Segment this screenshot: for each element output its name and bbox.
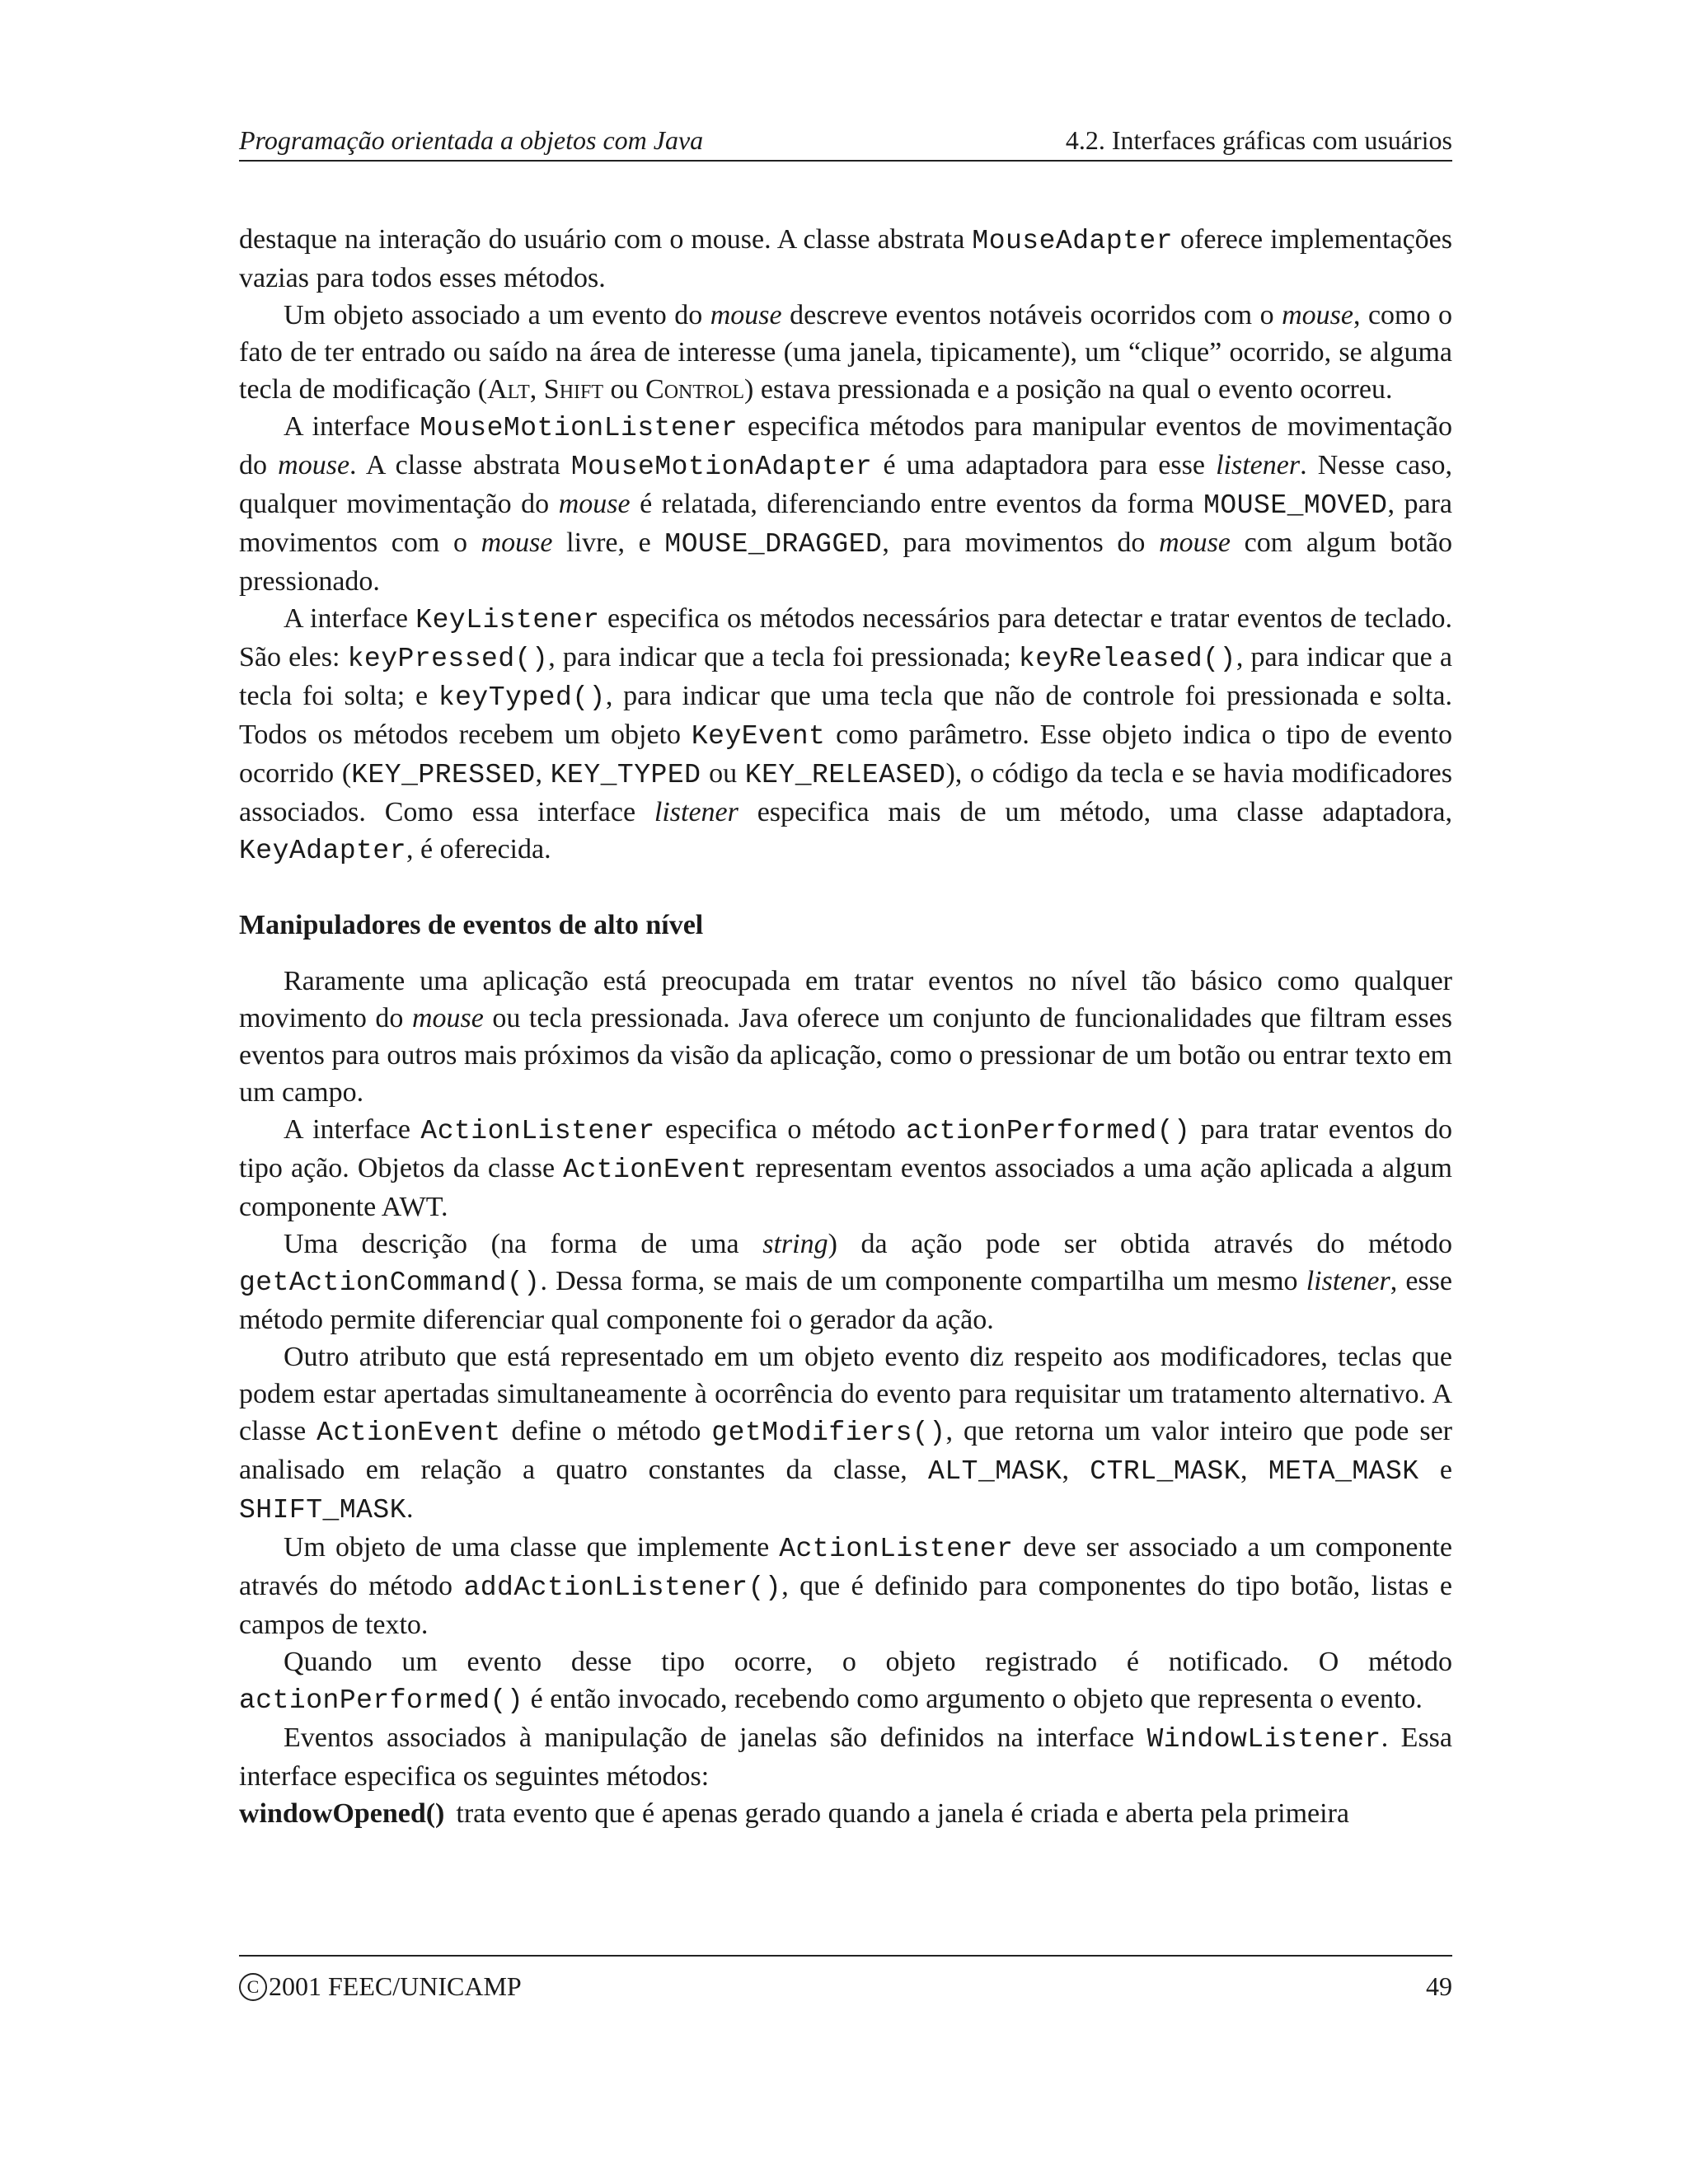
copyright-icon: C <box>239 1973 267 2001</box>
paragraph-9 <box>239 1529 1452 1643</box>
definition-item <box>239 1795 1452 1832</box>
text: deve ser associado a um componente através do método <box>239 1532 1452 1601</box>
text: . A classe abstrata <box>349 450 571 480</box>
text: , para indicar que uma tecla que não de controle foi pressionada e solta. Todos os métodos recebem um objeto <box>239 681 1452 750</box>
code-term: KeyEvent <box>691 721 826 752</box>
footer-copyright-text: 2001 FEEC/UNICAMP <box>269 1971 522 2001</box>
section-heading: Manipuladores de eventos de alto nível <box>239 910 704 940</box>
italic-term: listener <box>654 797 738 827</box>
code-term: actionPerformed() <box>239 1685 524 1716</box>
text: , que é definido para componentes do tipo botão, listas e campos de texto. <box>239 1571 1452 1640</box>
text: . Nesse caso, qualquer movimentação do <box>239 450 1452 519</box>
code-term: KEY_PRESSED <box>351 760 536 790</box>
text: , <box>535 758 551 789</box>
paragraph-1 <box>239 221 1452 297</box>
text: para tratar eventos do tipo ação. Objetos da classe <box>239 1114 1452 1183</box>
text: ), o código da tecla e se havia modificadores associados. Como essa interface <box>239 758 1453 827</box>
running-header <box>239 120 1452 162</box>
page-body <box>239 221 1452 1832</box>
text: ou <box>603 374 646 405</box>
paragraph-4 <box>239 600 1452 869</box>
text: , para indicar que a tecla foi solta; e <box>239 642 1453 711</box>
code-term: getModifiers() <box>711 1418 946 1448</box>
code-term: keyReleased() <box>1018 644 1236 674</box>
code-term: KEY_TYPED <box>550 760 701 790</box>
paragraph-6 <box>239 1111 1452 1226</box>
code-term: getActionCommand() <box>239 1268 541 1298</box>
paragraph-2 <box>239 297 1452 408</box>
text: especifica métodos para manipular eventos de movimentação do <box>239 411 1453 480</box>
text: , para movimentos com o <box>239 489 1452 558</box>
code-term: KeyListener <box>415 605 600 635</box>
text: e <box>1418 1455 1453 1485</box>
text: ou tecla pressionada. Java oferece um conjunto de funcionalidades que filtram esses eventos para outros mais próximos da visão da aplicação, como o pressionar de um botão ou entrar texto em um campo. <box>239 1003 1452 1108</box>
italic-term: mouse <box>710 300 782 330</box>
italic-term: mouse <box>481 527 553 558</box>
code-term: KEY_RELEASED <box>744 760 946 790</box>
text: Um objeto de uma classe que implemente <box>284 1532 780 1563</box>
text: representam eventos associados a uma ação aplicada a algum componente AWT. <box>239 1153 1452 1222</box>
paragraph-7 <box>239 1226 1452 1338</box>
text: , para indicar que a tecla foi pressionada; <box>548 642 1019 673</box>
definition-term: windowOpened() <box>239 1798 445 1829</box>
text: é relatada, diferenciando entre eventos da forma <box>630 489 1204 519</box>
code-term: MouseMotionListener <box>420 413 738 443</box>
code-term: KeyAdapter <box>239 836 407 866</box>
italic-term: mouse <box>1282 300 1353 330</box>
text: , como o fato de ter entrado ou saído na área de interesse (uma janela, tipicamente), um “clique” ocorrido, se alguma tecla de modificação ( <box>239 300 1452 405</box>
text: livre, e <box>552 527 665 558</box>
italic-term: mouse <box>558 489 631 519</box>
key-name: Shift <box>543 374 604 405</box>
code-term: WindowListener <box>1146 1724 1381 1755</box>
code-term: ActionEvent <box>316 1418 501 1448</box>
page-number: 49 <box>1426 1971 1452 2001</box>
italic-term: mouse <box>1159 527 1231 558</box>
definition-text: trata evento que é apenas gerado quando a janela é criada e aberta pela primeira <box>456 1798 1349 1829</box>
text: ou <box>701 758 745 789</box>
paragraph-10 <box>239 1643 1452 1719</box>
text: destaque na interação do usuário com o mouse. A classe abstrata <box>239 224 973 255</box>
text: Um objeto associado a um evento do <box>284 300 710 330</box>
italic-term: mouse <box>278 450 350 480</box>
text: como parâmetro. Esse objeto indica o tipo de evento ocorrido ( <box>239 719 1452 789</box>
code-term: keyPressed() <box>347 644 549 674</box>
code-term: META_MASK <box>1268 1456 1419 1487</box>
italic-term: string <box>762 1229 828 1259</box>
italic-term: mouse <box>411 1003 484 1033</box>
code-term: CTRL_MASK <box>1090 1456 1241 1487</box>
text: é uma adaptadora para esse <box>872 450 1217 480</box>
code-term: MOUSE_MOVED <box>1203 490 1388 521</box>
text: Raramente uma aplicação está preocupada em tratar eventos no nível tão básico como qualquer movimento do <box>239 966 1452 1033</box>
header-section-title: 4.2. Interfaces gráficas com usuários <box>1065 125 1452 155</box>
text: A interface <box>284 411 420 442</box>
code-term: MouseAdapter <box>972 226 1174 256</box>
text: , <box>529 374 544 405</box>
text: , é oferecida. <box>406 834 551 865</box>
text: especifica mais de um método, uma classe adaptadora, <box>738 797 1452 827</box>
text: é então invocado, recebendo como argumento o objeto que representa o evento. <box>523 1684 1423 1714</box>
text: A interface <box>284 603 416 634</box>
text: . Dessa forma, se mais de um componente compartilha um mesmo <box>540 1266 1306 1296</box>
code-term: actionPerformed() <box>906 1116 1191 1146</box>
text: . Essa interface especifica os seguintes métodos: <box>239 1722 1452 1792</box>
text: ) da ação pode ser obtida através do método <box>828 1229 1452 1259</box>
text: , para movimentos do <box>882 527 1160 558</box>
code-term: ALT_MASK <box>928 1456 1062 1487</box>
footer-copyright <box>239 1966 522 2006</box>
key-name: Alt <box>487 374 530 405</box>
text: , <box>1062 1455 1090 1485</box>
paragraph-5 <box>239 963 1452 1111</box>
code-term: ActionListener <box>779 1534 1014 1564</box>
code-term: SHIFT_MASK <box>239 1495 407 1526</box>
paragraph-3 <box>239 408 1452 600</box>
text: oferece implementações vazias para todos esses métodos. <box>239 224 1452 293</box>
code-term: ActionEvent <box>563 1155 748 1185</box>
code-term: addActionListener() <box>463 1572 782 1603</box>
italic-term: listener <box>1216 450 1301 480</box>
text: Eventos associados à manipulação de janelas são definidos na interface <box>284 1722 1147 1753</box>
text: Outro atributo que está representado em um objeto evento diz respeito aos modificadores, teclas que podem estar apertadas simultaneamente à ocorrência do evento para requisitar um tratamento alternativo. A classe <box>239 1342 1452 1446</box>
paragraph-8 <box>239 1338 1452 1529</box>
text: Quando um evento desse tipo ocorre, o objeto registrado é notificado. O método <box>284 1647 1452 1677</box>
text: . <box>406 1493 414 1524</box>
text: Uma descrição (na forma de uma <box>284 1229 763 1259</box>
text: especifica os métodos necessários para detectar e tratar eventos de teclado. São eles: <box>239 603 1453 673</box>
text: descreve eventos notáveis ocorridos com o <box>781 300 1282 330</box>
text: , que retorna um valor inteiro que pode ser analisado em relação a quatro constantes da classe, <box>239 1416 1453 1485</box>
code-term: MOUSE_DRAGGED <box>664 529 883 560</box>
italic-term: listener <box>1306 1266 1390 1296</box>
header-book-title: Programação orientada a objetos com Java <box>239 125 704 155</box>
text: define o método <box>500 1416 712 1446</box>
text: ) estava pressionada e a posição na qual o evento ocorreu. <box>744 374 1393 405</box>
code-term: ActionListener <box>420 1116 655 1146</box>
text: com algum botão pressionado. <box>239 527 1452 597</box>
text: , esse método permite diferenciar qual componente foi o gerador da ação. <box>239 1266 1452 1335</box>
code-term: MouseMotionAdapter <box>570 452 873 482</box>
paragraph-11 <box>239 1719 1452 1795</box>
code-term: keyTyped() <box>438 682 606 713</box>
text: A interface <box>284 1114 421 1145</box>
page-footer <box>239 1955 1452 2006</box>
text: especifica o método <box>654 1114 907 1145</box>
key-name: Control <box>645 374 745 405</box>
text: , <box>1240 1455 1268 1485</box>
